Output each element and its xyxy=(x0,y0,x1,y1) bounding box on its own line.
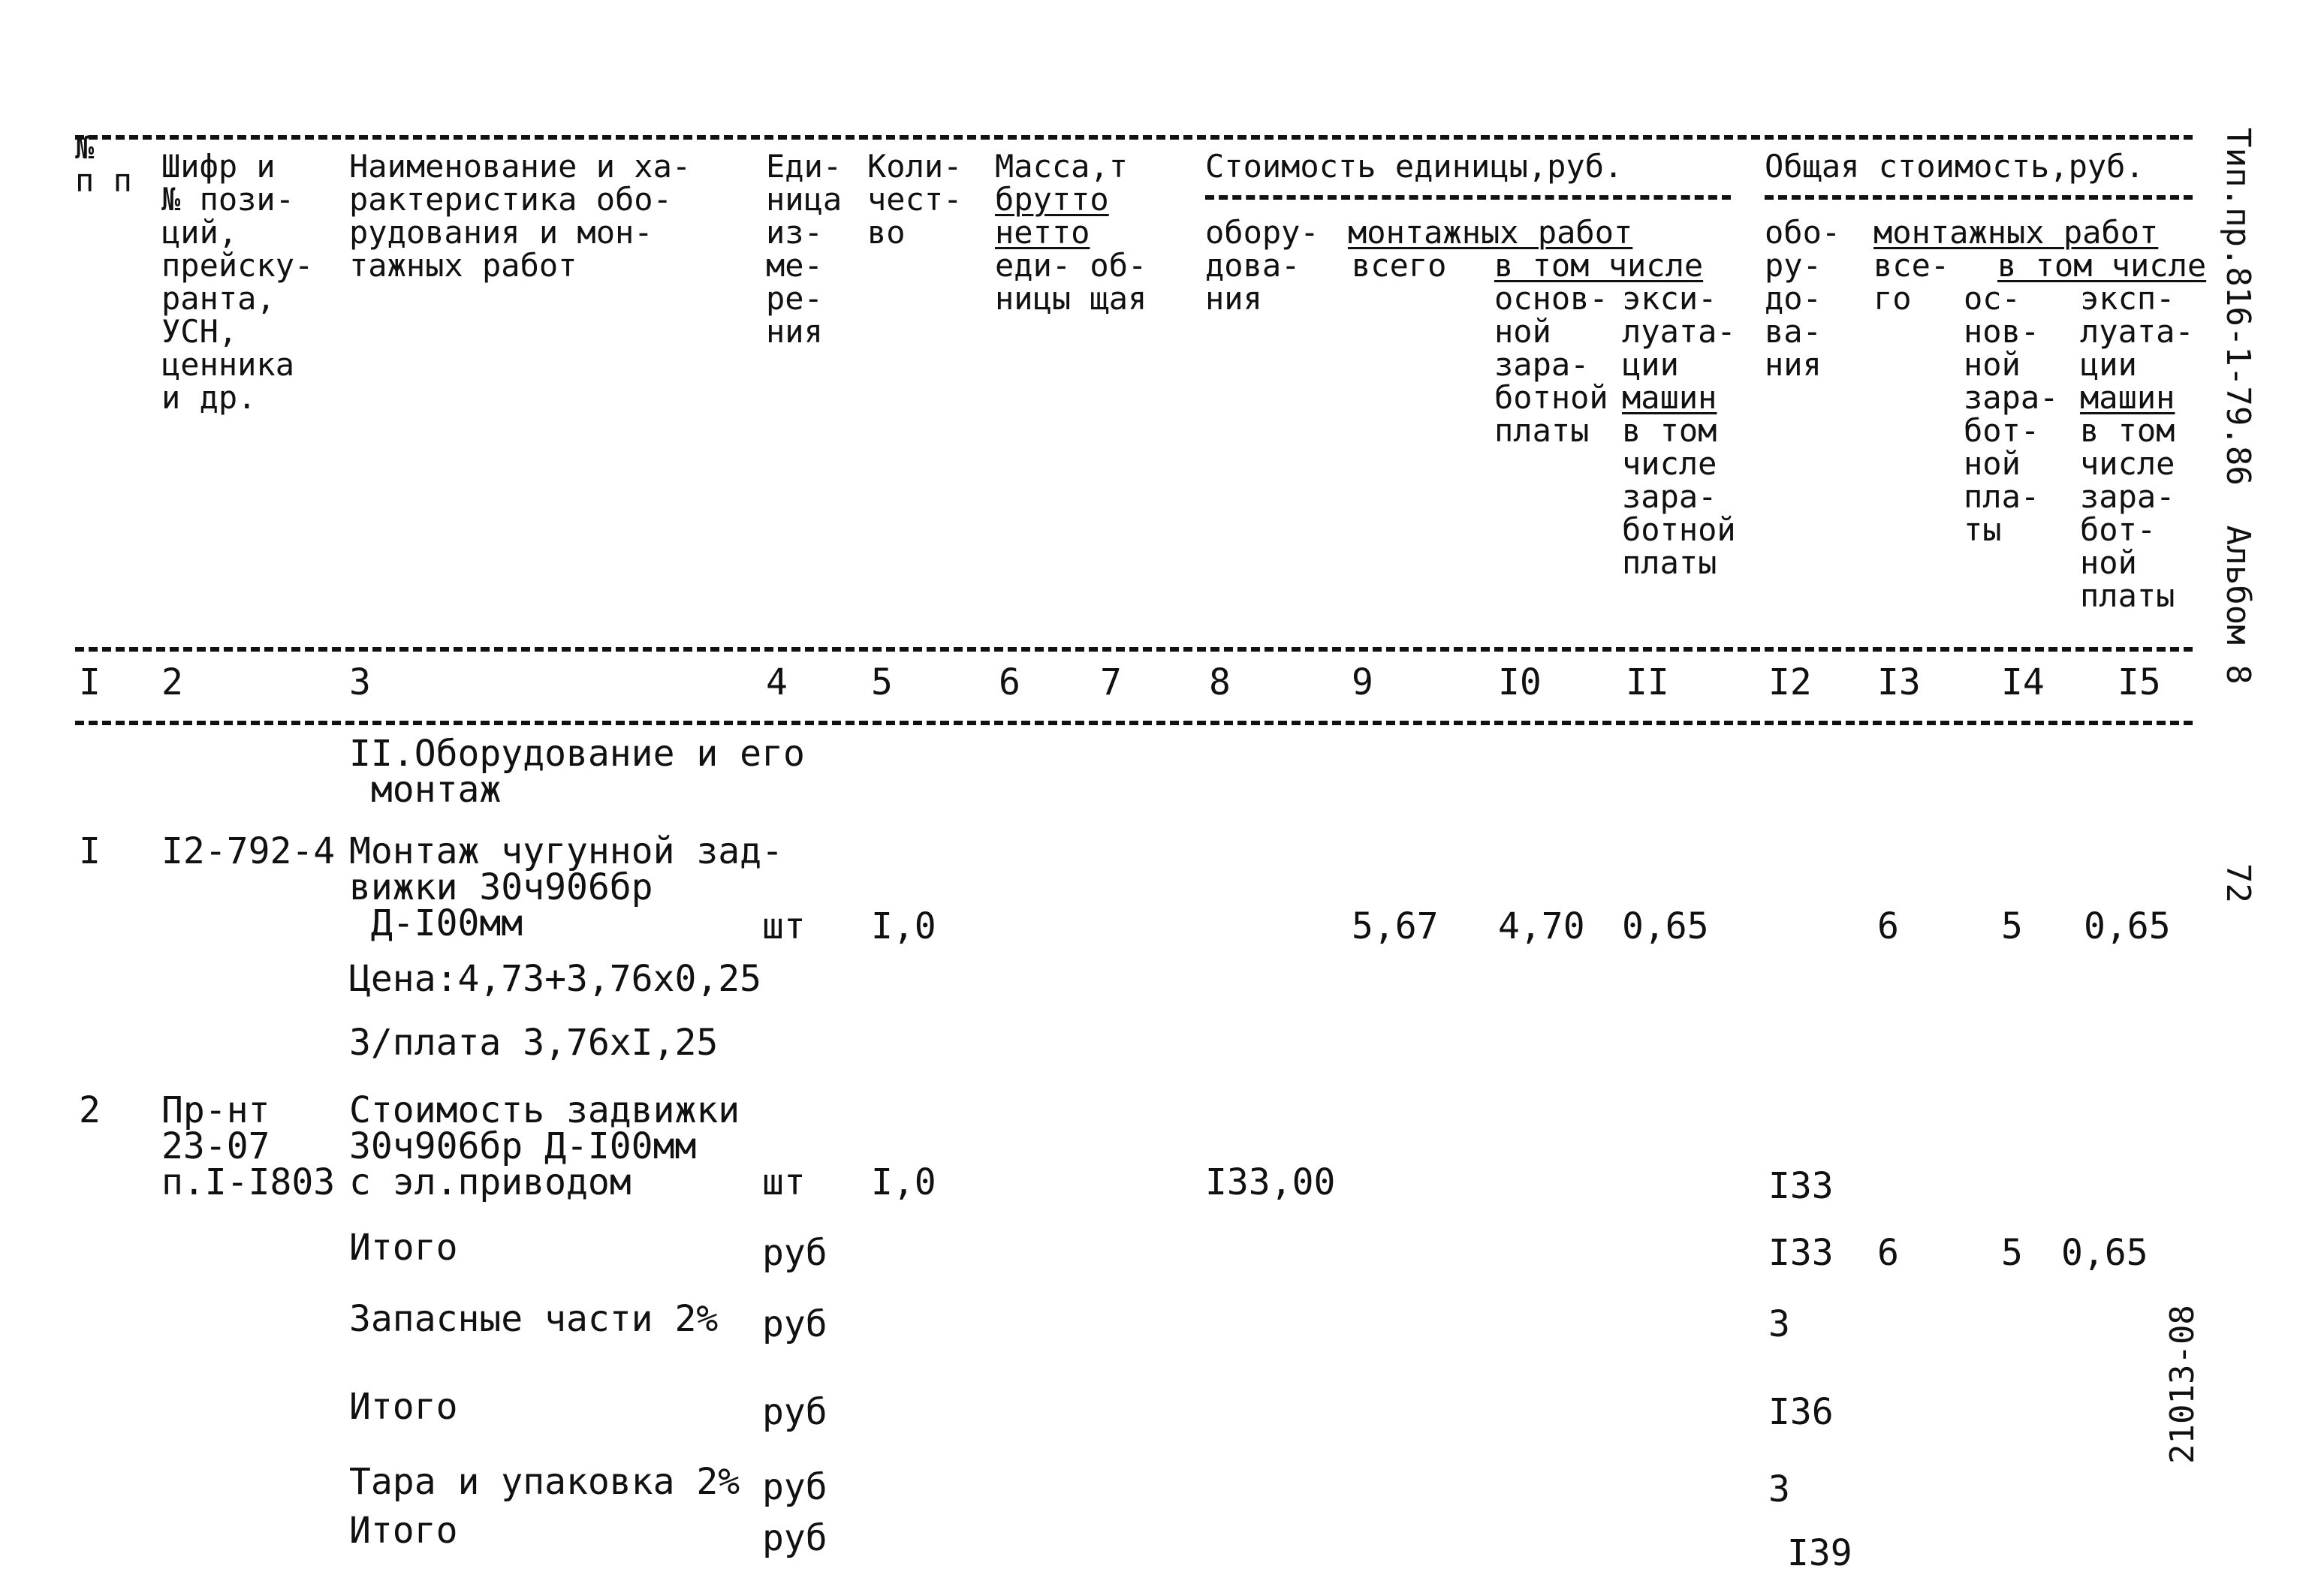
header-unit-cost-rule xyxy=(1205,195,1731,200)
total1-label: Итого xyxy=(349,1227,458,1269)
header-quantity: Коли- чест- во xyxy=(867,148,963,251)
row1-price-note: Цена:4,73+3,76х0,25 xyxy=(349,958,762,1000)
row1-install-machines: 0,65 xyxy=(1622,905,1709,947)
col-number-10: I0 xyxy=(1498,661,1542,703)
total3-unit: руб xyxy=(762,1391,827,1433)
total5-equipment: I39 xyxy=(1787,1532,1852,1574)
row2-number: 2 xyxy=(79,1089,101,1131)
row1-code: I2-792-4 xyxy=(161,830,336,872)
total2-equipment: 3 xyxy=(1768,1303,1790,1345)
col-number-13: I3 xyxy=(1877,661,1921,703)
header-unit: Еди- ница из- ме- ре- ния xyxy=(766,148,843,350)
row2-equipment-price: I33,00 xyxy=(1205,1161,1336,1203)
total1-unit: руб xyxy=(762,1232,827,1274)
header-unit-base-wage: основ- ной зара- ботной платы xyxy=(1494,280,1608,449)
total2-unit: руб xyxy=(762,1303,827,1345)
margin-document-reference: Тип.пр.816-1-79.86 Альбом 8 xyxy=(2219,128,2257,685)
header-mass-brutto: брутто xyxy=(995,181,1109,218)
row2-quantity: I,0 xyxy=(871,1161,936,1203)
column-numbers-rule xyxy=(75,721,2193,725)
header-total-install-total: все- го xyxy=(1873,247,1950,317)
total4-unit: руб xyxy=(762,1466,827,1508)
total4-label: Тара и упаковка 2% xyxy=(349,1461,740,1503)
row1-wage-note: З/плата 3,76хI,25 xyxy=(349,1022,719,1064)
header-total-machines-underlined: машин xyxy=(2080,379,2175,416)
total1-equipment: I33 xyxy=(1768,1232,1834,1274)
total1-wage: 5 xyxy=(2001,1232,2023,1274)
row1-number: I xyxy=(79,830,101,872)
header-mass-title: Масса,т xyxy=(995,148,1129,185)
col-number-8: 8 xyxy=(1209,661,1231,703)
col-number-15: I5 xyxy=(2118,661,2161,703)
header-mass-sub: еди- об- ницы щая xyxy=(995,247,1147,317)
row2-code: Пр-нт 23-07 п.I-I803 xyxy=(161,1089,336,1203)
row1-quantity: I,0 xyxy=(871,905,936,947)
col-number-14: I4 xyxy=(2001,661,2045,703)
header-unit-machines-wage: в том числе зара- ботной платы xyxy=(1622,412,1736,581)
col-number-4: 4 xyxy=(766,661,788,703)
header-unit-machines: экси- луата- ции xyxy=(1622,280,1736,383)
row1-total-install: 6 xyxy=(1877,905,1899,947)
col-number-6: 6 xyxy=(999,661,1020,703)
col-number-9: 9 xyxy=(1352,661,1373,703)
col-number-12: I2 xyxy=(1768,661,1812,703)
header-unit-install-group: монтажных работ xyxy=(1348,214,1633,251)
header-unit-install-total: всего xyxy=(1352,247,1447,284)
header-total-install-group: монтажных работ xyxy=(1873,214,2159,251)
row2-unit: шт xyxy=(762,1161,806,1203)
header-total-incl-group: в том числе xyxy=(1997,247,2207,284)
header-total-machines: эксп- луата- ции xyxy=(2080,280,2194,383)
header-unit-incl-group: в том числе xyxy=(1494,247,1704,284)
total2-label: Запасные части 2% xyxy=(349,1298,719,1340)
header-total-equipment: обо- ру- до- ва- ния xyxy=(1765,214,1841,383)
row2-name: Стоимость задвижки 30ч906бр Д-I00мм с эл.приводом xyxy=(349,1089,740,1203)
total5-unit: руб xyxy=(762,1517,827,1559)
header-mass-netto: нетто xyxy=(995,214,1090,251)
header-unit-machines-underlined: машин xyxy=(1622,379,1717,416)
row1-total-wage: 5 xyxy=(2001,905,2023,947)
total1-machines: 0,65 xyxy=(2061,1232,2148,1274)
total5-label: Итого xyxy=(349,1510,458,1552)
margin-document-code: 21013-08 xyxy=(2163,1305,2202,1464)
col-number-1: I xyxy=(79,661,101,703)
row1-name: Монтаж чугунной зад- вижки 30ч906бр Д-I00мм xyxy=(349,830,783,944)
header-top-rule xyxy=(75,135,2193,140)
col-number-7: 7 xyxy=(1100,661,1122,703)
section-title: II.Оборудование и его монтаж xyxy=(349,733,805,811)
col-number-5: 5 xyxy=(871,661,893,703)
header-unit-equipment: обору- дова- ния xyxy=(1205,214,1319,317)
col-number-2: 2 xyxy=(161,661,183,703)
header-name: Наименование и ха- рактеристика обо- рудования и мон- тажных работ xyxy=(349,148,692,284)
total4-equipment: 3 xyxy=(1768,1468,1790,1510)
header-unit-cost-group: Стоимость единицы,руб. xyxy=(1205,148,1623,185)
row2-total-equipment: I33 xyxy=(1768,1165,1834,1207)
header-position-code: Шифр и № пози- ций, прейску- ранта, УСН, ценника и др. xyxy=(161,148,314,416)
row1-install-wage: 4,70 xyxy=(1498,905,1585,947)
total1-install: 6 xyxy=(1877,1232,1899,1274)
col-number-11: II xyxy=(1626,661,1669,703)
header-row-number: № п п xyxy=(75,129,132,199)
col-number-3: 3 xyxy=(349,661,371,703)
total3-equipment: I36 xyxy=(1768,1391,1834,1433)
total3-label: Итого xyxy=(349,1386,458,1428)
row1-install-total: 5,67 xyxy=(1352,905,1439,947)
row1-total-machines: 0,65 xyxy=(2084,905,2171,947)
margin-page-number: 72 xyxy=(2219,863,2257,903)
header-total-machines-wage: в том числе зара- бот- ной платы xyxy=(2080,412,2175,614)
header-total-base-wage: ос- нов- ной зара- бот- ной пла- ты xyxy=(1964,280,2059,548)
row1-unit: шт xyxy=(762,905,806,947)
header-total-cost-group: Общая стоимость,руб. xyxy=(1765,148,2145,185)
header-bottom-rule xyxy=(75,647,2193,652)
header-total-cost-rule xyxy=(1765,195,2193,200)
